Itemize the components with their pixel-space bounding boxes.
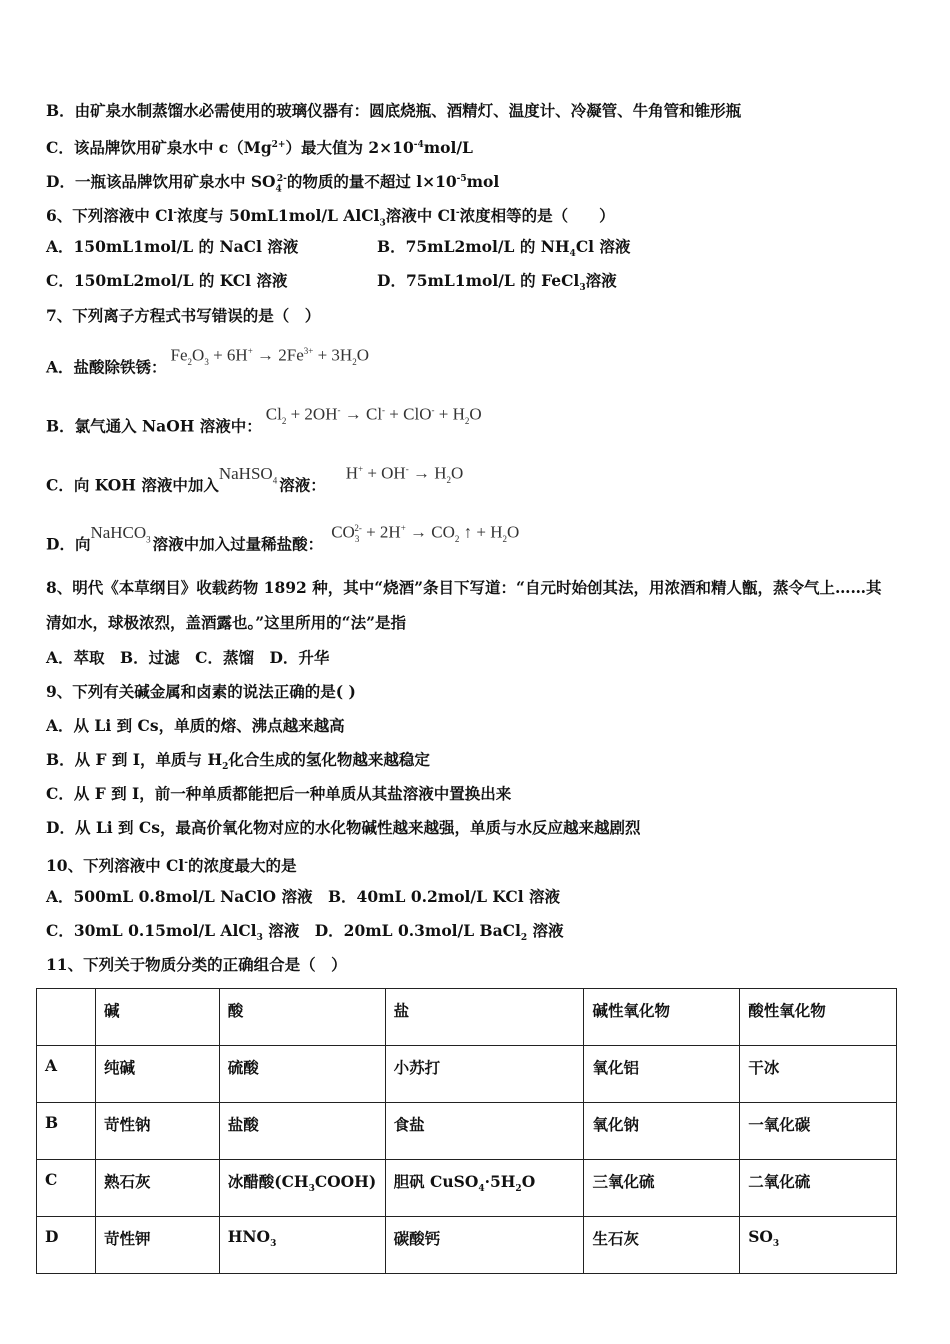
table-cell: 苛性钾	[95, 1217, 219, 1274]
equation-d: $CO_3^{2-} + 2H^+ \to CO_2$ ↑ + $H_2O$	[331, 522, 520, 545]
table-cell: 氧化铝	[584, 1046, 740, 1103]
table-cell: A	[37, 1046, 96, 1103]
table-row	[37, 1217, 897, 1274]
table-header-cell: 碱	[95, 989, 219, 1046]
table-cell: C	[37, 1160, 96, 1217]
table-header-cell	[37, 989, 96, 1046]
table-cell: 二氧化硫	[740, 1160, 897, 1217]
table-cell: 盐酸	[219, 1103, 385, 1160]
table-header-cell: 酸性氧化物	[740, 989, 897, 1046]
reagent-nahco3: NaHCO$_3$	[90, 522, 151, 545]
table-row	[37, 1160, 897, 1217]
table-cell: 氧化钠	[584, 1103, 740, 1160]
table-cell: 胆矾 $CuSO_4\cdot 5H_2O$	[385, 1160, 584, 1217]
equation-c: $H^+ + OH^- \to H_2O$	[345, 463, 464, 486]
option-b-q5: B．由矿泉水制蒸馏水必需使用的玻璃仪器有：圆底烧瓶、酒精灯、温度计、冷凝管、牛角管和锥形瓶	[46, 101, 742, 120]
question-10: 10、下列溶液中 Cl-的浓度最大的是	[46, 856, 297, 876]
q9-option-c: C．从 F 到 I，前一种单质都能把后一种单质从其盐溶液中置换出来	[46, 784, 512, 803]
q9-option-b: B．从 F 到 I，单质与 $H_2$化合生成的氢化物越来越稳定	[46, 750, 430, 773]
table-cell: $HNO_3$	[219, 1217, 385, 1274]
q6-option-b: B．75mL2mol/L 的 $NH_4Cl$ 溶液	[377, 237, 631, 260]
question-11: 11、下列关于物质分类的正确组合是（ ）	[46, 955, 347, 974]
table-cell: 一氧化碳	[740, 1103, 897, 1160]
table-row	[37, 1103, 897, 1160]
reagent-nahso4: NaHSO$_4$	[218, 463, 278, 486]
q6-option-c: C．150mL2mol/L 的 KCl 溶液	[46, 271, 288, 290]
option-c-q5: C．该品牌饮用矿泉水中 $c(Mg^{2+})$最大值为 $2\times 10^{-4}mol/L$	[46, 138, 473, 158]
q6-option-d: D．75mL1mol/L 的 FeCl$_3$溶液	[377, 271, 617, 294]
table-cell: 食盐	[385, 1103, 584, 1160]
table-cell: 纯碱	[95, 1046, 219, 1103]
table-cell: 小苏打	[385, 1046, 584, 1103]
question-9: 9、下列有关碱金属和卤素的说法正确的是( )	[46, 682, 356, 701]
table-row	[37, 1046, 897, 1103]
option-d-q5: D．一瓶该品牌饮用矿泉水中 $SO_4^{2-}$的物质的量不超过 $l\times 10^{-5}mol$	[46, 172, 500, 195]
table-cell: 硫酸	[219, 1046, 385, 1103]
q8-options: A．萃取 B．过滤 C．蒸馏 D．升华	[46, 648, 330, 667]
table-cell: 生石灰	[584, 1217, 740, 1274]
table-cell: 碳酸钙	[385, 1217, 584, 1274]
table-header-cell: 盐	[385, 989, 584, 1046]
q7-option-c: C．向 KOH 溶液中加入NaHSO$_4$ 溶液：$H^+ + OH^- \to H_2O$	[46, 470, 467, 503]
question-6: 6、下列溶液中 Cl-浓度与 50mL1mol/L AlCl$_3$溶液中 Cl-浓度相等的是（ ）	[46, 206, 615, 229]
question-8-line-2: 清如水，球极浓烈，盖酒露也。”这里所用的“法”是指	[46, 613, 406, 632]
equation-a: $Fe_2O_3 + 6H^+ \to 2Fe^{3+} + 3H_2O$	[170, 345, 369, 368]
equation-b: $Cl_2 + 2OH^- \to Cl^- + ClO^- + H_2O$	[265, 404, 482, 427]
table-header-cell: 碱性氧化物	[584, 989, 740, 1046]
q7-option-d: D．向NaHCO$_3$ 溶液中加入过量稀盐酸：$CO_3^{2-} + 2H^+ \to CO_2$ ↑ + $H_2O$	[46, 529, 523, 562]
table-cell: B	[37, 1103, 96, 1160]
q7-option-a: A．盐酸除铁锈：$Fe_2O_3 + 6H^+ \to 2Fe^{3+} + 3H_2O$	[46, 352, 373, 385]
question-8-line-1: 8、明代《本草纲目》收载药物 1892 种，其中“烧酒”条目下写道：“自元时始创其法，用浓酒和精人甑，蒸令气上……其	[46, 578, 882, 597]
q9-option-a: A．从 Li 到 Cs，单质的熔、沸点越来越高	[46, 716, 345, 735]
table-cell: 苛性钠	[95, 1103, 219, 1160]
table-header-cell: 酸	[219, 989, 385, 1046]
q6-option-a: A．150mL1mol/L 的 NaCl 溶液	[46, 237, 299, 256]
q7-option-b: B．氯气通入 NaOH 溶液中：$Cl_2 + 2OH^- \to Cl^- + ClO^- + H_2O$	[46, 411, 486, 444]
table-cell: D	[37, 1217, 96, 1274]
table-header-row	[37, 989, 897, 1046]
q10-options-ab: A．500mL 0.8mol/L NaClO 溶液 B．40mL 0.2mol/L KCl 溶液	[46, 887, 561, 906]
table-cell: 干冰	[740, 1046, 897, 1103]
table-cell: 冰醋酸$(CH_3COOH)$	[219, 1160, 385, 1217]
q10-options-cd: C．30mL 0.15mol/L AlCl$_3$ 溶液 D．20mL 0.3mol/L BaCl$_2$ 溶液	[46, 921, 564, 944]
table-cell: 熟石灰	[95, 1160, 219, 1217]
table-cell: 三氧化硫	[584, 1160, 740, 1217]
q9-option-d: D．从 Li 到 Cs，最高价氧化物对应的水化物碱性越来越强，单质与水反应越来越剧烈	[46, 818, 641, 837]
table-cell: $SO_3$	[740, 1217, 897, 1274]
classification-table	[36, 988, 897, 1274]
question-7: 7、下列离子方程式书写错误的是（ ）	[46, 306, 321, 325]
